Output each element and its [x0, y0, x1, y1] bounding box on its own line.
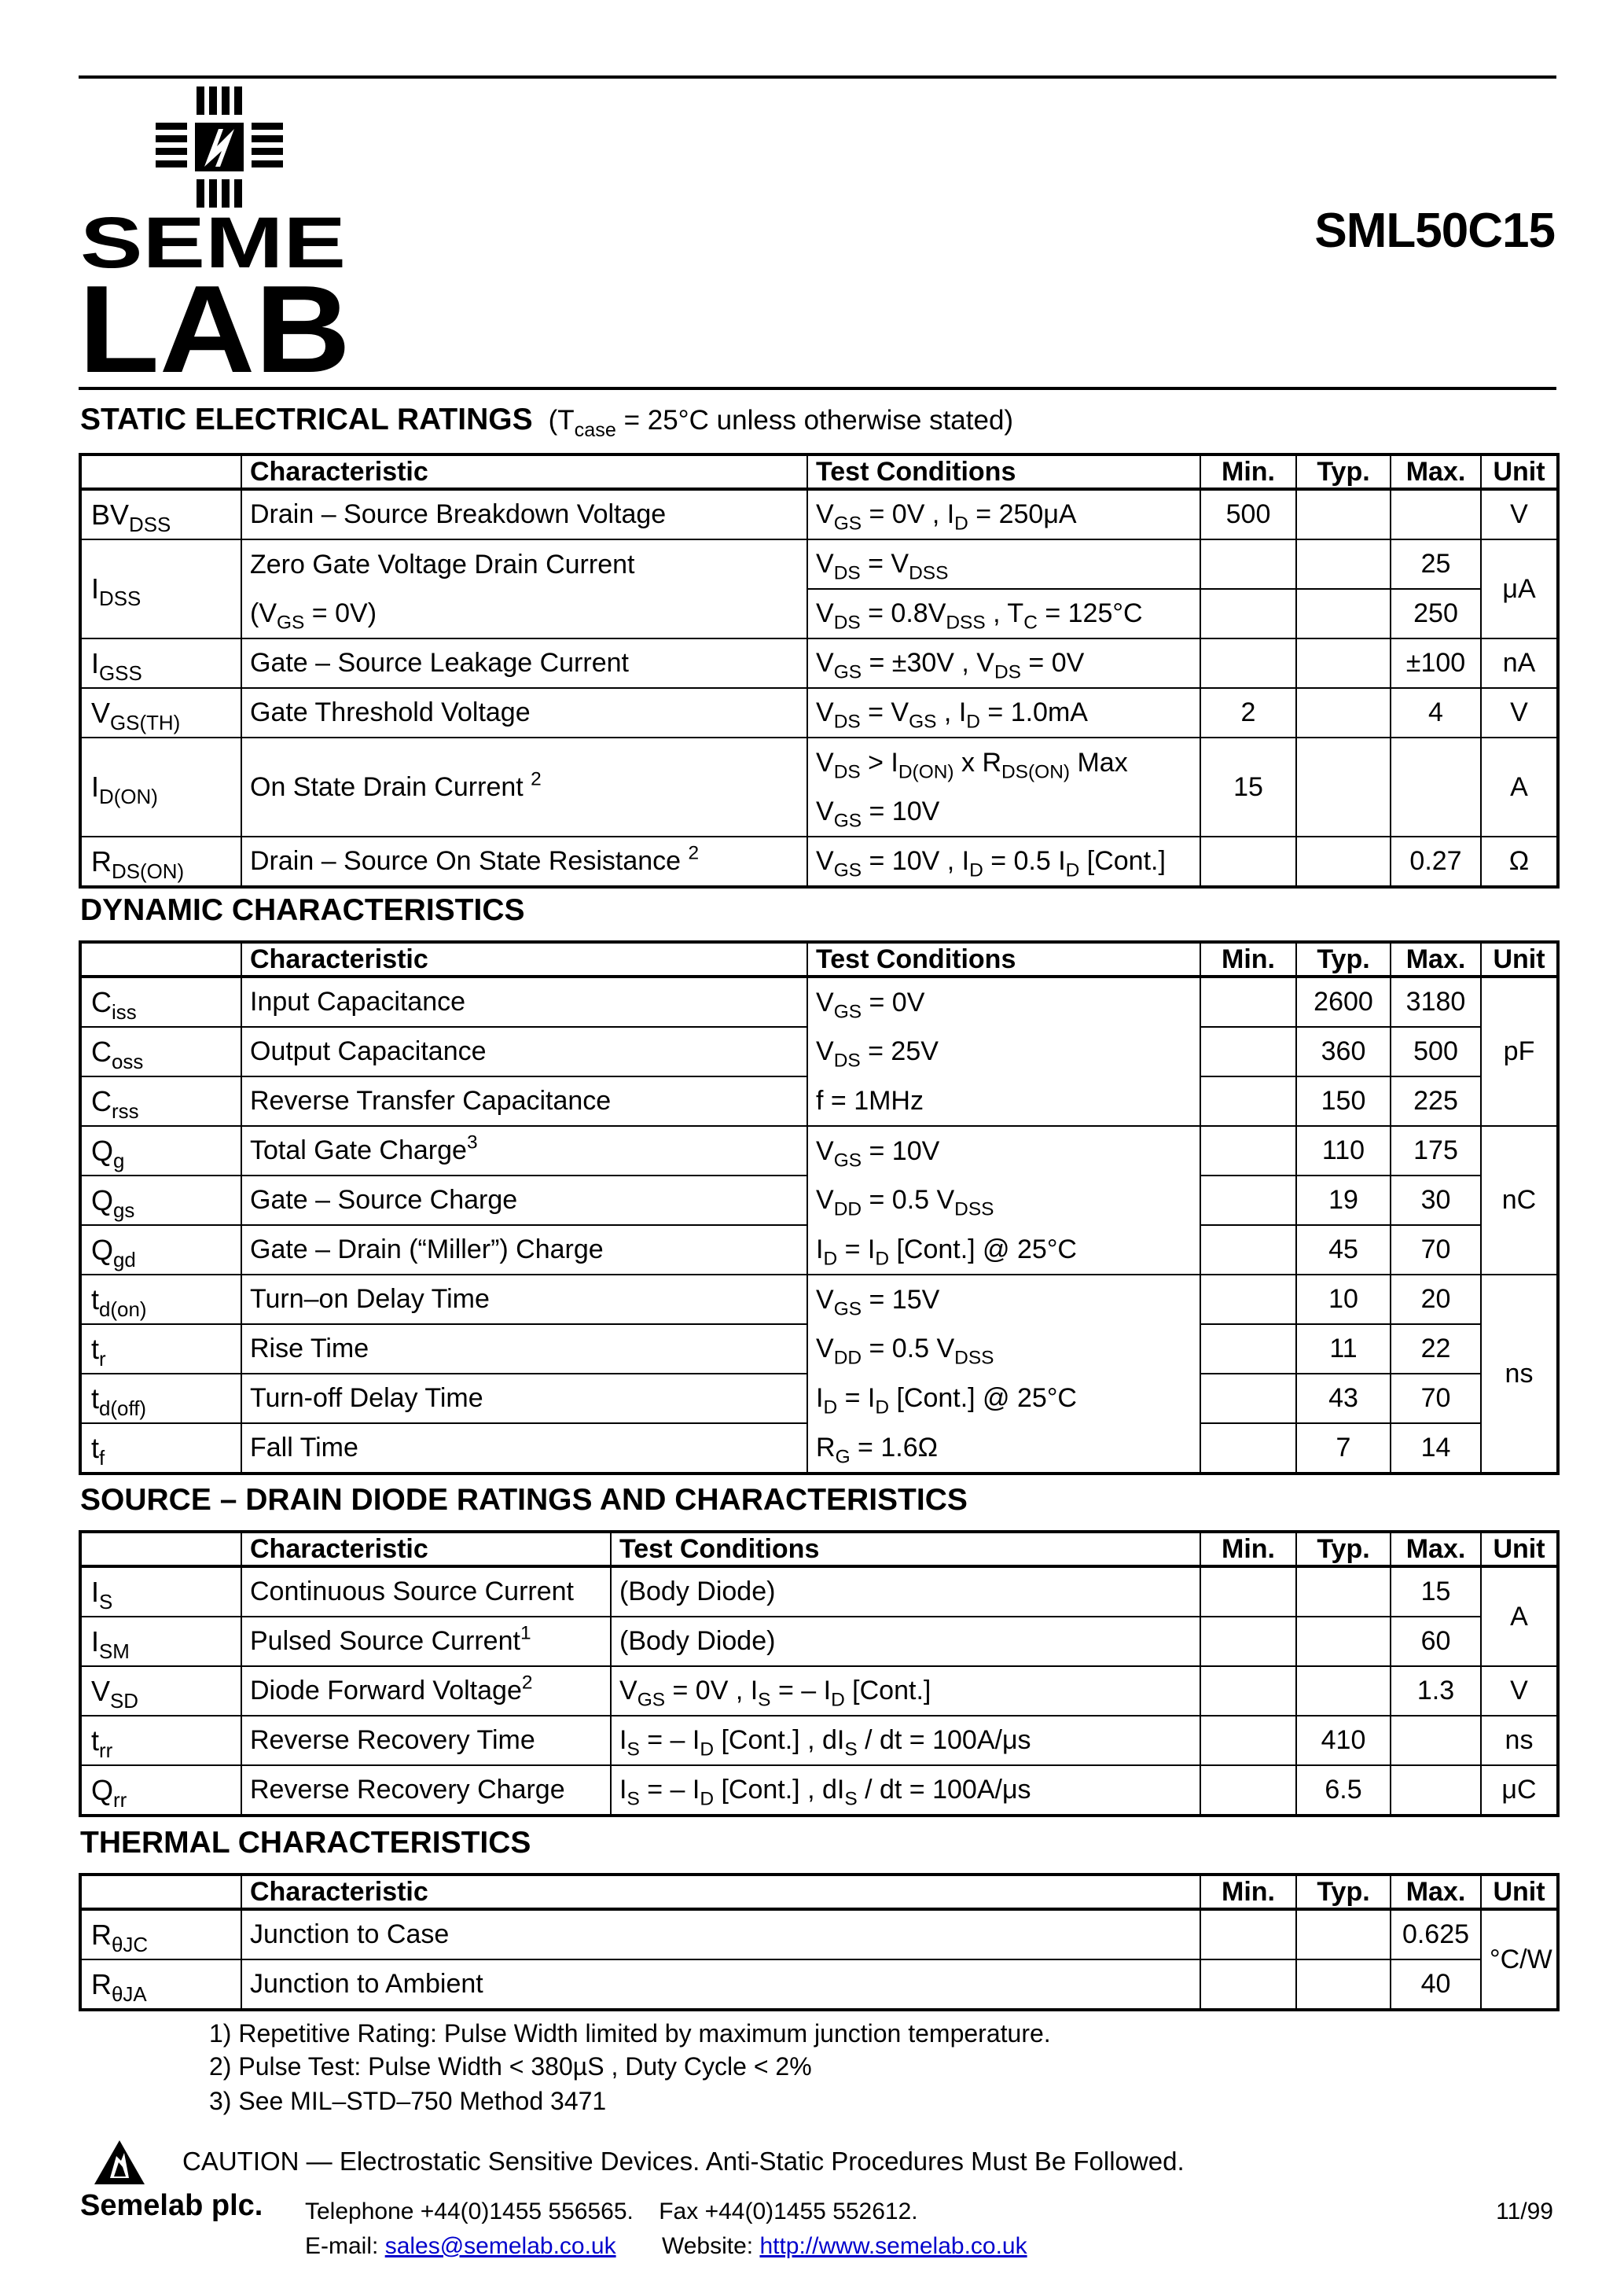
unit: ns: [1481, 1275, 1558, 1474]
table-row: [80, 1666, 1558, 1716]
dynamic-characteristics-table: [79, 940, 1560, 1475]
test-condition: $I_D = I_D$ [Cont.] @ 25°C: [807, 1225, 1200, 1275]
max-value: 25: [1391, 539, 1481, 589]
table-row: [80, 539, 1558, 589]
top-rule: [79, 75, 1556, 79]
max-value: 30: [1391, 1176, 1481, 1225]
unit: V: [1481, 688, 1558, 738]
part-number: SML50C15: [1314, 204, 1555, 258]
characteristic: Reverse Recovery Time: [241, 1716, 611, 1765]
header-test-conditions: Test Conditions: [807, 942, 1200, 977]
typ-value: 19: [1296, 1176, 1391, 1225]
symbol: $t_{d(on)}$: [80, 1275, 241, 1324]
email-label: E-mail:: [305, 2233, 385, 2259]
symbol: $Q_{rr}$: [80, 1765, 241, 1816]
typ-value: 360: [1296, 1027, 1391, 1076]
symbol: $t_{d(off)}$: [80, 1374, 241, 1423]
characteristic: Turn–on Delay Time: [241, 1275, 807, 1324]
unit: A: [1481, 738, 1558, 837]
max-value: 0.625: [1391, 1909, 1481, 1959]
dynamic-section-title: DYNAMIC CHARACTERISTICS: [80, 893, 525, 927]
max-value: 15: [1391, 1566, 1481, 1617]
typ-value: 11: [1296, 1324, 1391, 1374]
max-value: 1.3: [1391, 1666, 1481, 1716]
symbol: $C_{oss}$: [80, 1027, 241, 1076]
characteristic: Turn-off Delay Time: [241, 1374, 807, 1423]
test-condition: $R_G = 1.6\Omega$: [807, 1423, 1200, 1474]
symbol: $t_r$: [80, 1324, 241, 1374]
characteristic: Gate – Source Leakage Current: [241, 638, 807, 688]
header-min: Min.: [1200, 1875, 1296, 1909]
test-condition: $I_D = I_D$ [Cont.] @ 25°C: [807, 1374, 1200, 1423]
table-row: [80, 738, 1558, 837]
table-header-row: [80, 454, 1558, 489]
header-typ: Typ.: [1296, 1532, 1391, 1566]
symbol: $V_{SD}$: [80, 1666, 241, 1716]
caution-text: CAUTION — Electrostatic Sensitive Devices. Anti-Static Procedures Must Be Followed.: [182, 2147, 1185, 2176]
characteristic: Drain – Source On State Resistance $^2$: [241, 837, 807, 887]
header-max: Max.: [1391, 1532, 1481, 1566]
test-condition: (Body Diode): [611, 1617, 1200, 1666]
website-label: Website:: [661, 2233, 760, 2259]
website-link[interactable]: http://www.semelab.co.uk: [759, 2233, 1027, 2259]
characteristic: Total Gate Charge$^3$: [241, 1126, 807, 1176]
unit: V: [1481, 1666, 1558, 1716]
table-row: [80, 1275, 1558, 1324]
characteristic: Gate Threshold Voltage: [241, 688, 807, 738]
symbol: $Q_g$: [80, 1126, 241, 1176]
test-condition: $I_S$ = – $I_D$ [Cont.] , $dI_S$ / dt = 100A/μs: [611, 1765, 1200, 1816]
header-min: Min.: [1200, 942, 1296, 977]
unit: μA: [1481, 539, 1558, 638]
characteristic: Drain – Source Breakdown Voltage: [241, 489, 807, 539]
header-unit: Unit: [1481, 1875, 1558, 1909]
symbol: $R_{\theta JC}$: [80, 1909, 241, 1959]
characteristic: Pulsed Source Current$^1$: [241, 1617, 611, 1666]
test-condition: $V_{GS} = 0V$ , $I_D = 250\mu A$: [807, 489, 1200, 539]
table-row: [80, 688, 1558, 738]
max-value: 70: [1391, 1374, 1481, 1423]
characteristic: Continuous Source Current: [241, 1566, 611, 1617]
max-value: 70: [1391, 1225, 1481, 1275]
max-value: 3180: [1391, 977, 1481, 1027]
min-value: 15: [1200, 738, 1296, 837]
test-condition: $V_{DS} = 0.8V_{DSS}$ , $T_C = 125^\circ C$: [807, 589, 1200, 638]
unit: A: [1481, 1566, 1558, 1666]
table-row: [80, 977, 1558, 1027]
header-characteristic: Characteristic: [241, 1875, 1200, 1909]
typ-value: 45: [1296, 1225, 1391, 1275]
characteristic: On State Drain Current $^2$: [241, 738, 807, 837]
static-title: STATIC ELECTRICAL RATINGS: [80, 403, 533, 436]
header-characteristic: Characteristic: [241, 942, 807, 977]
semelab-logo: [79, 85, 362, 380]
characteristic: Gate – Drain (“Miller”) Charge: [241, 1225, 807, 1275]
table-row: [80, 489, 1558, 539]
header-typ: Typ.: [1296, 454, 1391, 489]
characteristic: Rise Time: [241, 1324, 807, 1374]
header-test-conditions: Test Conditions: [611, 1532, 1200, 1566]
thermal-section-title: THERMAL CHARACTERISTICS: [80, 1826, 531, 1860]
logo-seme: SEME: [80, 203, 346, 283]
note-1: 1) Repetitive Rating: Pulse Width limited by maximum junction temperature.: [209, 2019, 1051, 2048]
table-row: [80, 1374, 1558, 1423]
diode-section-title: SOURCE – DRAIN DIODE RATINGS AND CHARACTERISTICS: [80, 1483, 968, 1517]
max-value: 175: [1391, 1126, 1481, 1176]
table-row: [80, 1765, 1558, 1816]
header-max: Max.: [1391, 1875, 1481, 1909]
test-condition: $V_{DD} = 0.5$ $V_{DSS}$: [807, 1176, 1200, 1225]
symbol: $I_{D(ON)}$: [80, 738, 241, 837]
note-3: 3) See MIL–STD–750 Method 3471: [209, 2087, 607, 2115]
characteristic: Junction to Ambient: [241, 1959, 1200, 2010]
characteristic: Input Capacitance: [241, 977, 807, 1027]
header-typ: Typ.: [1296, 1875, 1391, 1909]
header-rule: [79, 387, 1556, 390]
max-value: 0.27: [1391, 837, 1481, 887]
symbol: $C_{rss}$: [80, 1076, 241, 1126]
header-test-conditions: Test Conditions: [807, 454, 1200, 489]
symbol: $Q_{gs}$: [80, 1176, 241, 1225]
typ-value: 6.5: [1296, 1765, 1391, 1816]
unit: μC: [1481, 1765, 1558, 1816]
min-value: 500: [1200, 489, 1296, 539]
typ-value: 110: [1296, 1126, 1391, 1176]
symbol: $Q_{gd}$: [80, 1225, 241, 1275]
telephone-text: Telephone +44(0)1455 556565.: [305, 2198, 634, 2224]
typ-value: 410: [1296, 1716, 1391, 1765]
static-section-title: [80, 403, 1014, 441]
max-value: ±100: [1391, 638, 1481, 688]
table-row: [80, 1909, 1558, 1959]
max-value: 14: [1391, 1423, 1481, 1474]
header-unit: Unit: [1481, 942, 1558, 977]
min-value: 2: [1200, 688, 1296, 738]
header-characteristic: Characteristic: [241, 1532, 611, 1566]
table-header-row: [80, 942, 1558, 977]
table-header-row: [80, 1532, 1558, 1566]
characteristic: Output Capacitance: [241, 1027, 807, 1076]
test-condition: $I_S$ = – $I_D$ [Cont.] , $dI_S$ / dt = 100A/μs: [611, 1716, 1200, 1765]
characteristic: Reverse Transfer Capacitance: [241, 1076, 807, 1126]
test-condition: $V_{GS} = 15V$: [807, 1275, 1200, 1324]
table-row: [80, 1176, 1558, 1225]
header-max: Max.: [1391, 454, 1481, 489]
max-value: 225: [1391, 1076, 1481, 1126]
header-min: Min.: [1200, 1532, 1296, 1566]
table-row: [80, 1076, 1558, 1126]
symbol: $C_{iss}$: [80, 977, 241, 1027]
unit: Ω: [1481, 837, 1558, 887]
unit: °C/W: [1481, 1909, 1558, 2010]
header-min: Min.: [1200, 454, 1296, 489]
unit: nA: [1481, 638, 1558, 688]
table-header-row: [80, 1875, 1558, 1909]
symbol: $BV_{DSS}$: [80, 489, 241, 539]
symbol: $I_{SM}$: [80, 1617, 241, 1666]
max-value: 250: [1391, 589, 1481, 638]
revision-date: 11/99: [1496, 2198, 1553, 2224]
test-condition: $V_{DS} > I_{D(ON)}$ x $R_{DS(ON)}$ Max $V_{GS} = 10V$: [807, 738, 1200, 837]
max-value: 22: [1391, 1324, 1481, 1374]
test-condition: $V_{GS} = 10V$ , $I_D = 0.5$ $I_D$ [Cont.]: [807, 837, 1200, 887]
table-row: [80, 638, 1558, 688]
header-max: Max.: [1391, 942, 1481, 977]
header-unit: Unit: [1481, 454, 1558, 489]
symbol: $t_{rr}$: [80, 1716, 241, 1765]
unit: ns: [1481, 1716, 1558, 1765]
symbol: $I_S$: [80, 1566, 241, 1617]
test-condition: $V_{DS} = 25V$: [807, 1027, 1200, 1076]
table-row: [80, 837, 1558, 887]
max-value: 500: [1391, 1027, 1481, 1076]
test-condition: $V_{DS} = V_{GS}$ , $I_D = 1.0mA$: [807, 688, 1200, 738]
symbol: $R_{DS(ON)}$: [80, 837, 241, 887]
test-condition: $V_{DS} = V_{DSS}$: [807, 539, 1200, 589]
table-row: [80, 1959, 1558, 2010]
static-condition: ($T_{case} = 25^\circ C$ unless otherwise stated): [548, 405, 1014, 441]
unit: V: [1481, 489, 1558, 539]
test-condition: $V_{GS} = 0V$ , $I_S$ = – $I_D$ [Cont.]: [611, 1666, 1200, 1716]
email-website: [305, 2233, 1027, 2260]
header-unit: Unit: [1481, 1532, 1558, 1566]
typ-value: 43: [1296, 1374, 1391, 1423]
typ-value: 2600: [1296, 977, 1391, 1027]
test-condition: $V_{DD} = 0.5$ $V_{DSS}$: [807, 1324, 1200, 1374]
max-value: 40: [1391, 1959, 1481, 2010]
max-value: 4: [1391, 688, 1481, 738]
symbol: $I_{GSS}$: [80, 638, 241, 688]
characteristic: Zero Gate Voltage Drain Current $(V_{GS} = 0V)$: [241, 539, 807, 638]
table-row: [80, 1716, 1558, 1765]
characteristic: Fall Time: [241, 1423, 807, 1474]
table-row: [80, 1225, 1558, 1275]
typ-value: 7: [1296, 1423, 1391, 1474]
table-row: [80, 1423, 1558, 1474]
diode-ratings-table: [79, 1530, 1560, 1817]
test-condition: f = 1MHz: [807, 1076, 1200, 1126]
symbol: $R_{\theta JA}$: [80, 1959, 241, 2010]
telephone: [305, 2198, 918, 2225]
symbol: $V_{GS(TH)}$: [80, 688, 241, 738]
header-characteristic: Characteristic: [241, 454, 807, 489]
max-value: 60: [1391, 1617, 1481, 1666]
unit: nC: [1481, 1126, 1558, 1275]
note-2: 2) Pulse Test: Pulse Width < 380µS , Duty Cycle < 2%: [209, 2052, 812, 2081]
table-row: [80, 1126, 1558, 1176]
test-condition: (Body Diode): [611, 1566, 1200, 1617]
test-condition: $V_{GS} = \pm 30V$ , $V_{DS} = 0V$: [807, 638, 1200, 688]
table-row: [80, 1566, 1558, 1617]
static-ratings-table: [79, 453, 1560, 889]
fax-text: Fax +44(0)1455 552612.: [659, 2198, 918, 2224]
max-value: 20: [1391, 1275, 1481, 1324]
typ-value: 10: [1296, 1275, 1391, 1324]
thermal-characteristics-table: [79, 1873, 1560, 2011]
characteristic: Reverse Recovery Charge: [241, 1765, 611, 1816]
typ-value: 150: [1296, 1076, 1391, 1126]
characteristic: Diode Forward Voltage$^2$: [241, 1666, 611, 1716]
header-typ: Typ.: [1296, 942, 1391, 977]
symbol: $t_f$: [80, 1423, 241, 1474]
unit: pF: [1481, 977, 1558, 1126]
test-condition: $V_{GS} = 0V$: [807, 977, 1200, 1027]
company-name: Semelab plc.: [80, 2189, 263, 2222]
test-condition: $V_{GS} = 10V$: [807, 1126, 1200, 1176]
symbol: $I_{DSS}$: [80, 539, 241, 638]
characteristic: Junction to Case: [241, 1909, 1200, 1959]
table-row: [80, 1027, 1558, 1076]
characteristic: Gate – Source Charge: [241, 1176, 807, 1225]
table-row: [80, 1324, 1558, 1374]
logo-lab: LAB: [79, 260, 351, 380]
esd-warning-icon: [93, 2139, 146, 2186]
email-link[interactable]: sales@semelab.co.uk: [384, 2233, 616, 2259]
table-row: [80, 1617, 1558, 1666]
